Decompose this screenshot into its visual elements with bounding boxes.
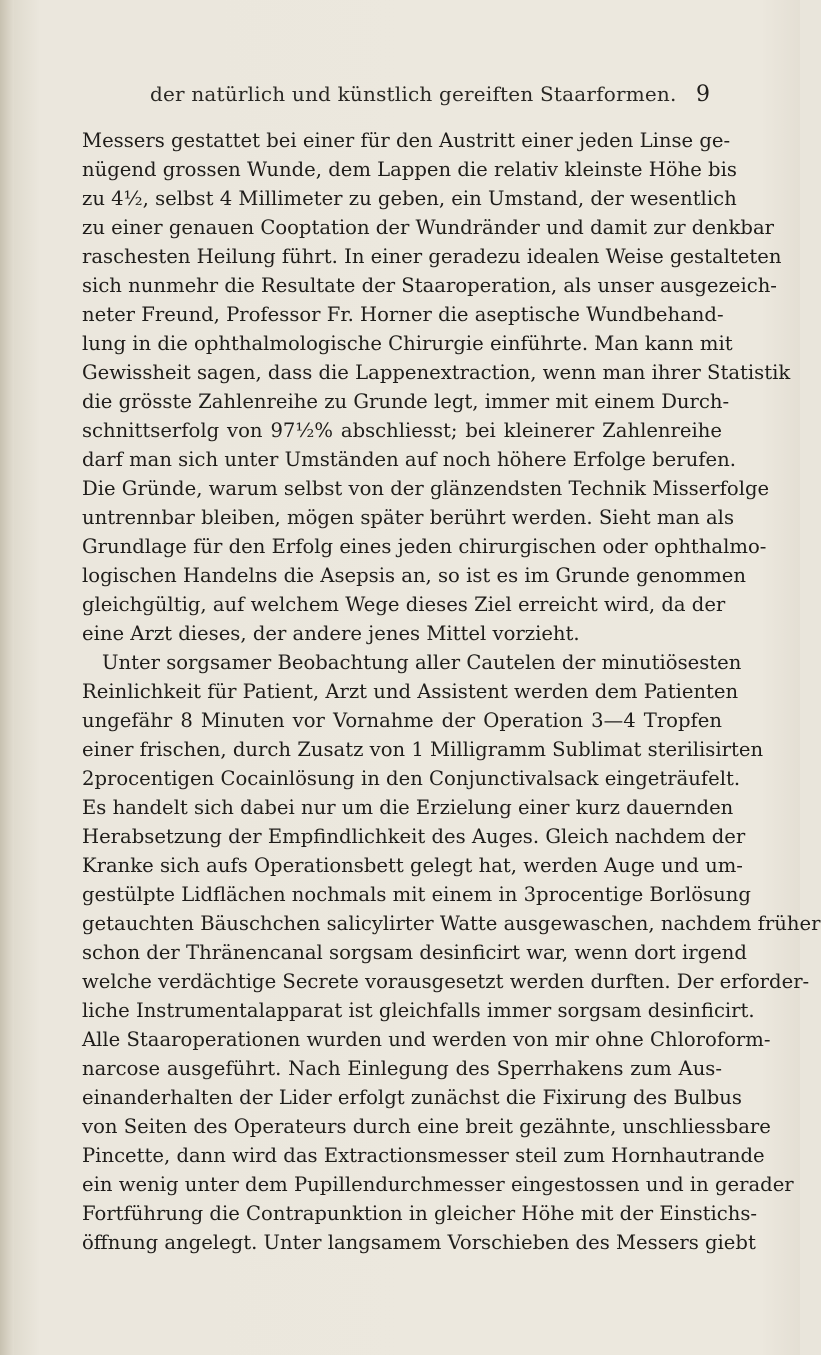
text-line: von Seiten des Operateurs durch eine breit gezähnte, unschliessbare — [82, 1115, 771, 1138]
text-line: gestülpte Lidflächen nochmals mit einem in 3procentige Borlösung — [82, 883, 751, 906]
text-line: raschesten Heilung führt. In einer geradezu idealen Weise gestalteten — [82, 245, 782, 268]
running-head: der natürlich und künstlich gereiften Staarformen. — [150, 82, 677, 106]
paragraph — [82, 126, 791, 648]
text-line: 2procentigen Cocainlösung in den Conjunctivalsack eingeträufelt. — [82, 767, 741, 790]
text-line: gleichgültig, auf welchem Wege dieses Ziel erreicht wird, da der — [82, 593, 726, 616]
text-line: sich nunmehr die Resultate der Staaroperation, als unser ausgezeich- — [82, 274, 777, 297]
text-line: einanderhalten der Lider erfolgt zunächst die Fixirung des Bulbus — [82, 1086, 742, 1109]
text-line: schon der Thränencanal sorgsam desinficirt war, wenn dort irgend — [82, 941, 747, 964]
text-line: Alle Staaroperationen wurden und werden von mir ohne Chloroform- — [82, 1028, 771, 1051]
text-line: Reinlichkeit für Patient, Arzt und Assistent werden dem Patienten — [82, 680, 739, 703]
text-line: getauchten Bäuschchen salicylirter Watte ausgewaschen, nachdem früher — [82, 912, 821, 935]
text-line: schnittserfolg von 97½% abschliesst; bei kleinerer Zahlenreihe — [82, 419, 722, 442]
text-line: narcose ausgeführt. Nach Einlegung des Sperrhakens zum Aus- — [82, 1057, 722, 1080]
text-line: ein wenig unter dem Pupillendurchmesser eingestossen und in gerader — [82, 1173, 794, 1196]
text-line: lung in die ophthalmologische Chirurgie einführte. Man kann mit — [82, 332, 733, 355]
text-line: Grundlage für den Erfolg eines jeden chirurgischen oder ophthalmo- — [82, 535, 767, 558]
text-line: zu einer genauen Cooptation der Wundränder und damit zur denkbar — [82, 216, 775, 239]
text-line: darf man sich unter Umständen auf noch höhere Erfolge berufen. — [82, 448, 736, 471]
page-gutter — [0, 0, 14, 1355]
body-text — [82, 126, 821, 1257]
text-line: neter Freund, Professor Fr. Horner die aseptische Wundbehand- — [82, 303, 724, 326]
text-line: Die Gründe, warum selbst von der glänzendsten Technik Misserfolge — [82, 477, 770, 500]
text-line: einer frischen, durch Zusatz von 1 Milligramm Sublimat sterilisirten — [82, 738, 764, 761]
text-line: öffnung angelegt. Unter langsamem Vorschieben des Messers giebt — [82, 1231, 756, 1254]
page-header — [150, 82, 710, 112]
text-line: Pincette, dann wird das Extractionsmesser steil zum Hornhautrande — [82, 1144, 765, 1167]
paragraph — [82, 648, 821, 1257]
text-line: Kranke sich aufs Operationsbett gelegt hat, werden Auge und um- — [82, 854, 743, 877]
text-line: nügend grossen Wunde, dem Lappen die relativ kleinste Höhe bis — [82, 158, 737, 181]
text-line: Messers gestattet bei einer für den Austritt einer jeden Linse ge- — [82, 129, 731, 152]
text-line: Fortführung die Contrapunktion in gleicher Höhe mit der Einstichs- — [82, 1202, 758, 1225]
text-line: ungefähr 8 Minuten vor Vornahme der Operation 3—4 Tropfen — [82, 709, 722, 732]
text-line: liche Instrumentalapparat ist gleichfalls immer sorgsam desinficirt. — [82, 999, 755, 1022]
text-line: eine Arzt dieses, der andere jenes Mittel vorzieht. — [82, 622, 580, 645]
text-line: die grösste Zahlenreihe zu Grunde legt, immer mit einem Durch- — [82, 390, 730, 413]
text-line: Es handelt sich dabei nur um die Erzielung einer kurz dauernden — [82, 796, 734, 819]
text-line: welche verdächtige Secrete vorausgesetzt werden durften. Der erforder- — [82, 970, 810, 993]
text-line: Gewissheit sagen, dass die Lappenextraction, wenn man ihrer Statistik — [82, 361, 791, 384]
text-line: Herabsetzung der Empfindlichkeit des Auges. Gleich nachdem der — [82, 825, 746, 848]
text-line: zu 4½, selbst 4 Millimeter zu geben, ein Umstand, der wesentlich — [82, 187, 737, 210]
text-line: logischen Handelns die Asepsis an, so ist es im Grunde genommen — [82, 564, 747, 587]
text-line: Unter sorgsamer Beobachtung aller Cautelen der minutiösesten — [102, 651, 742, 674]
text-line: untrennbar bleiben, mögen später berührt werden. Sieht man als — [82, 506, 734, 529]
page-number: 9 — [696, 82, 710, 107]
